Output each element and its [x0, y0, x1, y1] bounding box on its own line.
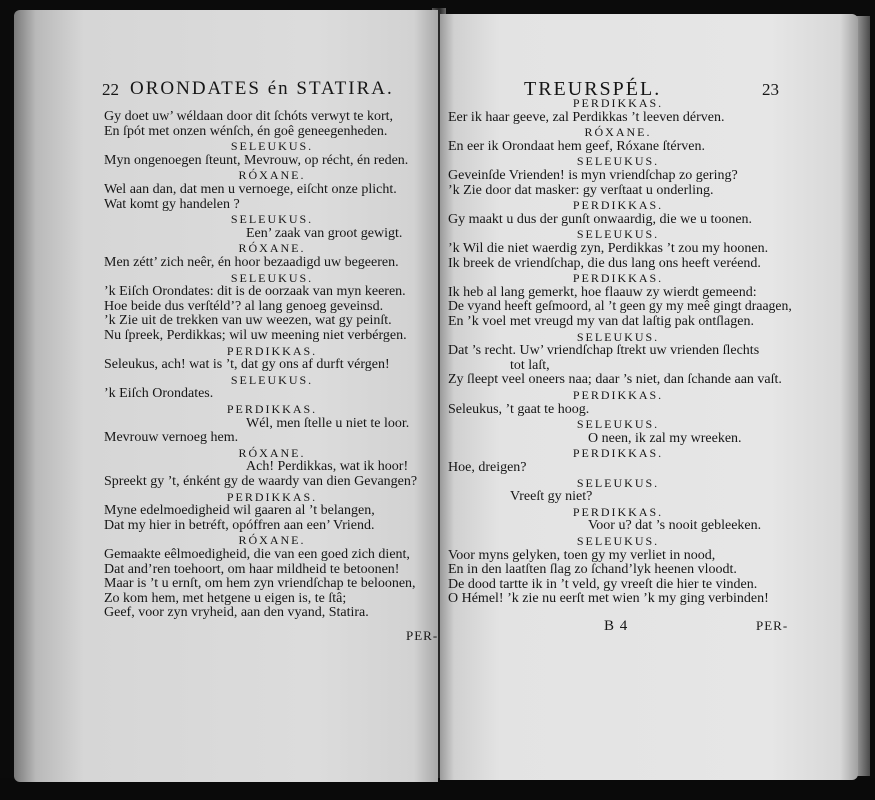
- speaker-name: PERDIKKAS.: [572, 388, 664, 402]
- verse-line: ’k Wil die niet waerdig zyn, Perdikkas ’t zou my hoonen.: [448, 241, 769, 256]
- verse-line: En in den laatſten ſlag zo ſchand’lyk heenen vloodt.: [448, 562, 737, 578]
- left-page-number: 22: [102, 80, 119, 99]
- left-running-header: [14, 76, 438, 106]
- speaker-name: RÓXANE.: [238, 445, 306, 460]
- verse-line: Mevrouw vernoeg hem.: [104, 430, 239, 446]
- verse-line: Een’ zaak van groot gewigt.: [246, 225, 403, 241]
- verse-line: ’k Zie uit de trekken van uw weezen, wat gy peinſt.: [104, 313, 392, 329]
- verse-line: En eer ik Orondaat hem geef, Róxane ſtérven.: [448, 138, 705, 154]
- right-page-number: 23: [762, 80, 779, 99]
- speaker-name: SELEUKUS.: [576, 417, 660, 432]
- speaker-name: PERDIKKAS.: [572, 446, 664, 461]
- verse-line: Geveinſde Vrienden! is myn vriendſchap zo gering?: [448, 168, 738, 183]
- verse-line: Dat my hier in betréft, opóffren aan een’ Vriend.: [104, 517, 375, 533]
- speaker-name: PERDIKKAS.: [572, 198, 664, 213]
- verse-line: Zy ſleept veel oneers naa; daar ’s niet, dan ſchande aan vaſt.: [448, 372, 782, 388]
- speaker-name: PERDIKKAS.: [226, 402, 318, 416]
- left-catchword: PER-: [406, 628, 438, 643]
- verse-line: Eer ik haar geeve, zal Perdikkas ’t leeven dérven.: [448, 109, 725, 125]
- verse-line: Hoe beide dus verſtéld’? al lang genoeg geveinsd.: [104, 298, 384, 314]
- verse-line: De vyand heeft geſmoord, al ’t geen gy my meê gingt draagen,: [448, 299, 792, 315]
- speaker-name: SELEUKUS.: [576, 534, 660, 548]
- verse-line: Zo kom hem, met hetgene u eigen is, te ſtâ;: [104, 590, 347, 606]
- verse-line: O neen, ik zal my wreeken.: [588, 430, 742, 446]
- verse-line: Seleukus, ach! wat is ’t, dat gy ons af durft vérgen!: [104, 357, 390, 373]
- left-page: [14, 10, 438, 782]
- verse-line: Geef, voor zyn vryheid, aan den vyand, Statira.: [104, 605, 369, 621]
- verse-line: Ik breek de vriendſchap, die dus lang ons heeft veréend.: [448, 255, 761, 271]
- verse-line: De dood tartte ik in ’t veld, gy vreeſt die hier te vinden.: [448, 576, 758, 592]
- verse-line: Seleukus, ’t gaat te hoog.: [448, 401, 590, 417]
- verse-line: Ach! Perdikkas, wat ik hoor!: [246, 459, 409, 475]
- verse-line: ’k Eiſch Orondates: dit is de oorzaak van myn keeren.: [104, 284, 406, 300]
- speaker-name: PERDIKKAS.: [226, 343, 318, 358]
- verse-line: Wél, men ſtelle u niet te loor.: [246, 415, 410, 431]
- verse-line: Dat and’ren toehoort, om haar mildheid te betoonen!: [104, 561, 400, 577]
- right-catchword: PER-: [756, 618, 789, 633]
- speaker-name: SELEUKUS.: [576, 475, 660, 490]
- verse-line: Gy maakt u dus der gunſt onwaardig, die we u toonen.: [448, 211, 753, 227]
- speaker-name: RÓXANE.: [238, 168, 306, 183]
- speaker-name: PERDIKKAS.: [226, 489, 318, 504]
- verse-line: En ſpót met onzen wénſch, én goê geneegenheden.: [104, 123, 388, 139]
- speaker-name: SELEUKUS.: [230, 139, 314, 154]
- verse-line: Dat ’s recht. Uw’ vriendſchap ſtrekt uw vrienden ſlechts: [448, 343, 760, 359]
- verse-line: Nu ſpreek, Perdikkas; wil uw meening niet verbérgen.: [104, 328, 407, 343]
- speaker-name: SELEUKUS.: [230, 212, 314, 227]
- verse-line: Maar is ’t u ernſt, om hem zyn vriendſchap te beloonen,: [104, 576, 416, 592]
- speaker-name: RÓXANE.: [584, 125, 652, 140]
- verse-line: Wat komt gy handelen ?: [104, 196, 240, 212]
- left-header-title: ORONDATES én STATIRA.: [130, 78, 394, 99]
- verse-line: Myne edelmoedigheid wil gaaren al ’t belangen,: [104, 503, 375, 519]
- verse-line: ’k Zie door dat masker: gy verſtaat u onderling.: [448, 182, 714, 198]
- verse-line: En ’k voel met vreugd my van dat laſtig pak ontſlagen.: [448, 314, 754, 329]
- verse-line: Men zétt’ zich neêr, én hoor bezaadigd uw begeeren.: [104, 255, 399, 270]
- speaker-name: SELEUKUS.: [230, 372, 314, 387]
- verse-line: Gy doet uw’ wéldaan door dit ſchóts verwyt te kort,: [104, 109, 394, 124]
- right-header-title: TREURSPÉL.: [524, 78, 662, 100]
- speaker-name: PERDIKKAS.: [572, 504, 664, 519]
- verse-line: Spreekt gy ’t, énként gy de waardy van dien Gevangen?: [104, 474, 418, 489]
- verse-line: Myn ongenoegen ſteunt, Mevrouw, op récht, én reden.: [104, 152, 409, 168]
- verse-line: Vreeſt gy niet?: [510, 489, 593, 505]
- speaker-name: PERDIKKAS.: [572, 271, 664, 286]
- verse-line: Voor myns gelyken, toen gy my verliet in nood,: [448, 547, 716, 563]
- verse-line: O Hémel! ’k zie nu eerſt met wien ’k my ging verbinden!: [448, 591, 769, 607]
- right-page: [440, 14, 858, 780]
- verse-line: Gemaakte eêlmoedigheid, die van een goed zich dient,: [104, 547, 410, 562]
- speaker-name: RÓXANE.: [238, 241, 306, 256]
- verse-line: Ik heb al lang gemerkt, hoe flaauw zy wierdt gemeend:: [448, 284, 757, 300]
- speaker-name: PERDIKKAS.: [572, 96, 664, 110]
- verse-line: Hoe, dreigen?: [448, 460, 527, 475]
- speaker-name: RÓXANE.: [238, 533, 306, 548]
- page-edges: [856, 16, 870, 776]
- verse-line: ’k Eiſch Orondates.: [104, 386, 214, 402]
- verse-line: Voor u? dat ’s nooit gebleeken.: [588, 518, 762, 534]
- verse-line: tot laſt,: [510, 357, 550, 373]
- speaker-name: SELEUKUS.: [576, 329, 660, 344]
- verse-line: Wel aan dan, dat men u vernoege, eiſcht onze plicht.: [104, 182, 397, 197]
- speaker-name: SELEUKUS.: [576, 154, 660, 169]
- right-signature-mark: B 4: [604, 618, 629, 634]
- speaker-name: SELEUKUS.: [576, 227, 660, 242]
- speaker-name: SELEUKUS.: [230, 270, 314, 285]
